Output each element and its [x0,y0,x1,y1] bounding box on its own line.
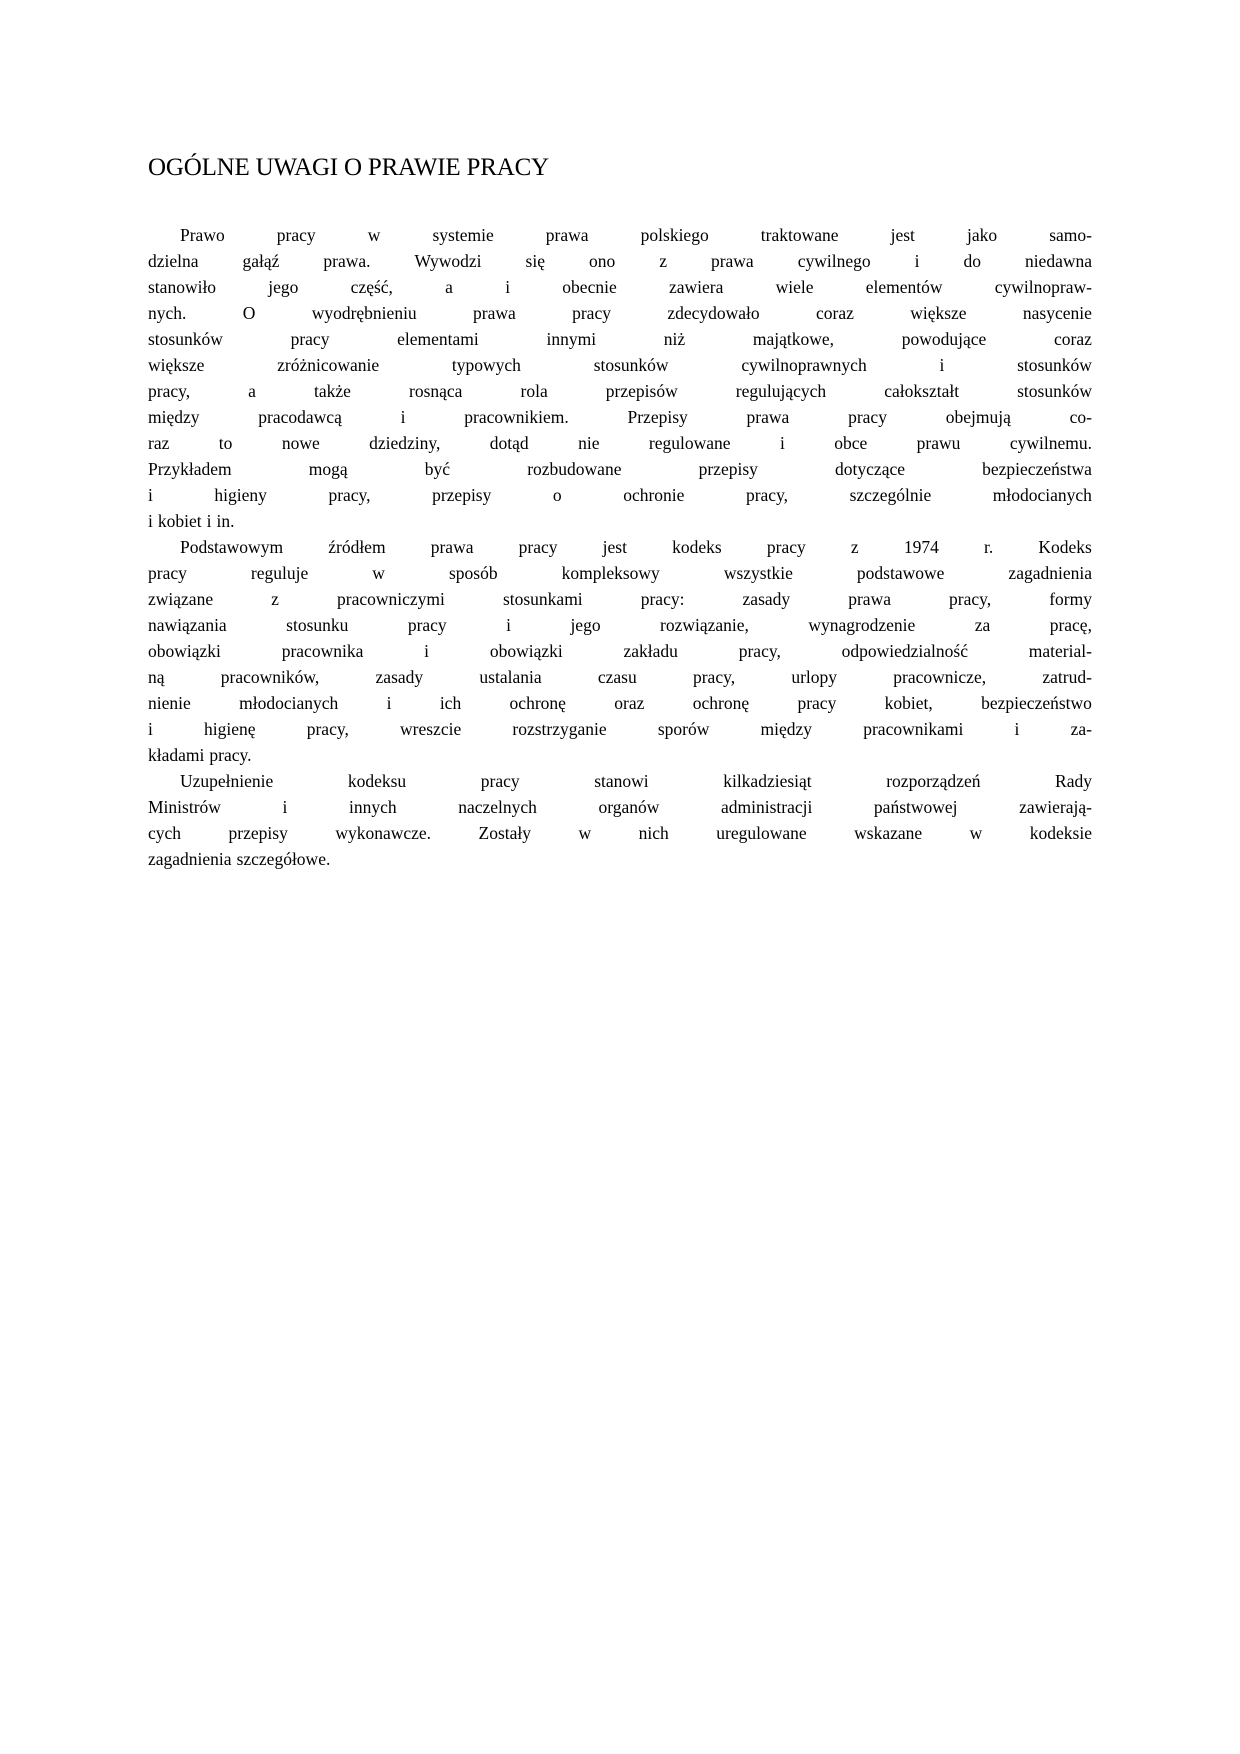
text-line: pracy reguluje w sposób kompleksowy wszystkie podstawowe zagadnienia [148,563,1092,583]
text-line: i kobiet i in. [148,511,235,531]
text-line: większe zróżnicowanie typowych stosunków cywilnoprawnych i stosunków [148,355,1092,375]
text-line: Uzupełnienie kodeksu pracy stanowi kilkadziesiąt rozporządzeń Rady [180,771,1092,791]
document-page [148,150,1092,872]
text-line: obowiązki pracownika i obowiązki zakładu pracy, odpowiedzialność material- [148,641,1092,661]
text-line: zagadnienia szczegółowe. [148,849,331,869]
text-line: Przykładem mogą być rozbudowane przepisy dotyczące bezpieczeństwa [148,459,1092,479]
text-line: i higieny pracy, przepisy o ochronie pracy, szczególnie młodocianych [148,485,1092,505]
text-line: stosunków pracy elementami innymi niż majątkowe, powodujące coraz [148,329,1092,349]
text-line: ną pracowników, zasady ustalania czasu pracy, urlopy pracownicze, zatrud- [148,667,1092,687]
text-line: kładami pracy. [148,745,252,765]
text-line: Podstawowym źródłem prawa pracy jest kodeks pracy z 1974 r. Kodeks [180,537,1092,557]
text-line: nych. O wyodrębnieniu prawa pracy zdecydowało coraz większe nasycenie [148,303,1092,323]
text-line: cych przepisy wykonawcze. Zostały w nich uregulowane wskazane w kodeksie [148,823,1092,843]
text-line: Ministrów i innych naczelnych organów administracji państwowej zawierają- [148,797,1092,817]
text-line: nienie młodocianych i ich ochronę oraz ochronę pracy kobiet, bezpieczeństwo [148,693,1092,713]
text-line: i higienę pracy, wreszcie rozstrzyganie sporów między pracownikami i za- [148,719,1092,739]
text-line: stanowiło jego część, a i obecnie zawiera wiele elementów cywilnopraw- [148,277,1092,297]
page-title: OGÓLNE UWAGI O PRAWIE PRACY [148,154,549,181]
text-line: nawiązania stosunku pracy i jego rozwiązanie, wynagrodzenie za pracę, [148,615,1092,635]
text-line: dzielna gałąź prawa. Wywodzi się ono z prawa cywilnego i do niedawna [148,251,1092,271]
body-text [148,222,1092,872]
text-line: Prawo pracy w systemie prawa polskiego traktowane jest jako samo- [180,225,1092,245]
text-line: związane z pracowniczymi stosunkami pracy: zasady prawa pracy, formy [148,589,1092,609]
text-line: między pracodawcą i pracownikiem. Przepisy prawa pracy obejmują co- [148,407,1092,427]
text-line: raz to nowe dziedziny, dotąd nie regulowane i obce prawu cywilnemu. [148,433,1092,453]
text-line: pracy, a także rosnąca rola przepisów regulujących całokształt stosunków [148,381,1092,401]
